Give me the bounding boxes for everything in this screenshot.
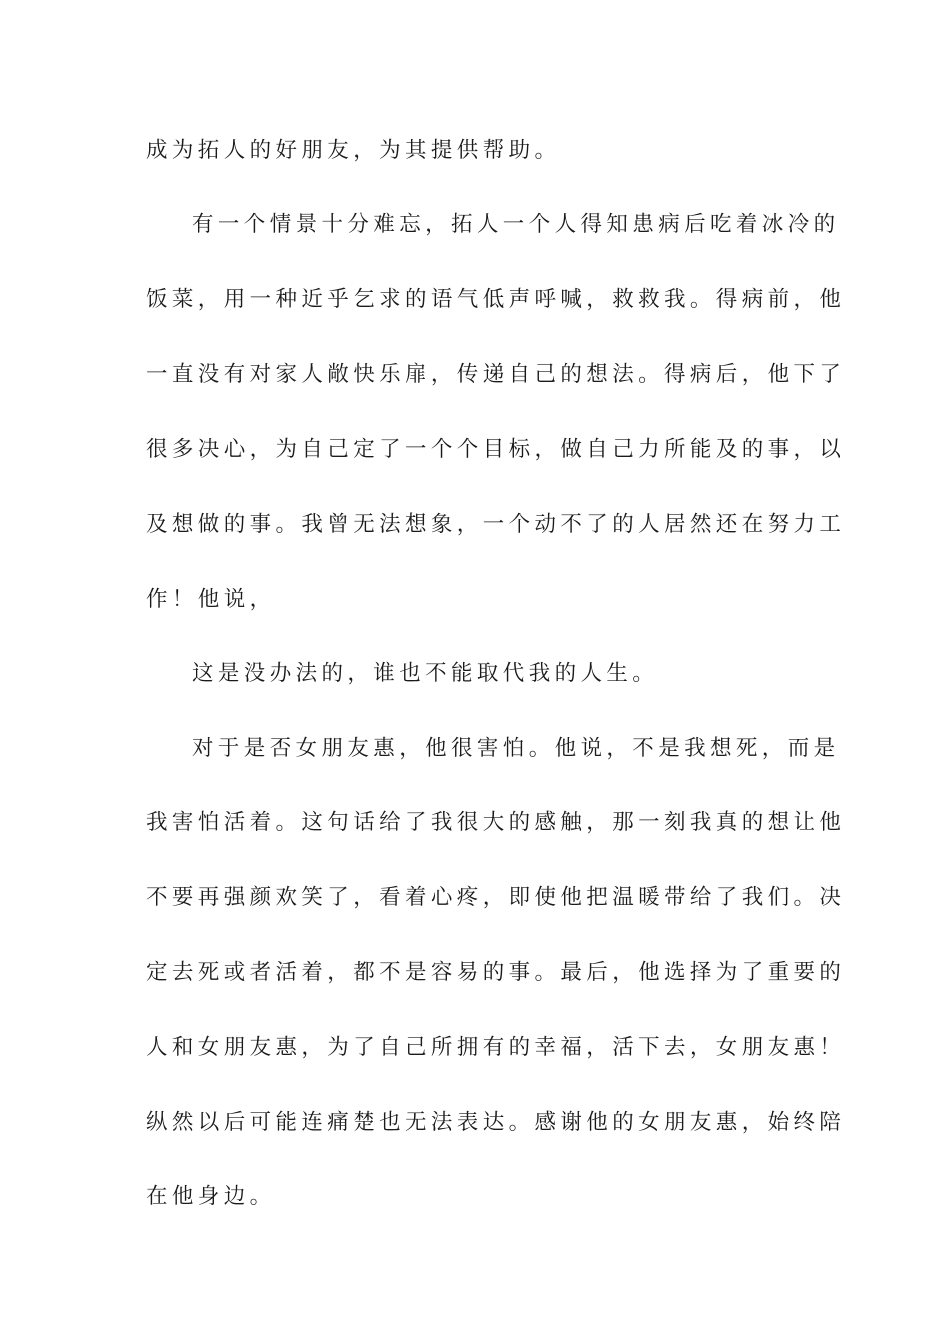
text-line: 不要再强颜欢笑了，看着心疼，即使他把温暖带给了我们。决 xyxy=(146,885,846,910)
paragraph-start-line: 对于是否女朋友惠，他很害怕。他说，不是我想死，而是 xyxy=(192,736,840,761)
text-line: 我害怕活着。这句话给了我很大的感触，那一刻我真的想让他 xyxy=(146,810,846,835)
text-line: 人和女朋友惠，为了自己所拥有的幸福，活下去，女朋友惠！ xyxy=(146,1035,846,1060)
text-line: 及想做的事。我曾无法想象，一个动不了的人居然还在努力工 xyxy=(146,512,846,537)
text-line: 纵然以后可能连痛楚也无法表达。感谢他的女朋友惠，始终陪 xyxy=(146,1110,846,1135)
paragraph-start-line: 这是没办法的，谁也不能取代我的人生。 xyxy=(192,661,659,686)
text-line: 很多决心，为自己定了一个个目标，做自己力所能及的事，以 xyxy=(146,437,846,462)
paragraph-start-line: 有一个情景十分难忘，拓人一个人得知患病后吃着冰冷的 xyxy=(192,212,840,237)
text-line: 一直没有对家人敞快乐扉，传递自己的想法。得病后，他下了 xyxy=(146,362,846,387)
text-line: 定去死或者活着，都不是容易的事。最后，他选择为了重要的 xyxy=(146,960,846,985)
text-line: 作！他说， xyxy=(146,587,276,612)
text-line: 成为拓人的好朋友，为其提供帮助。 xyxy=(146,138,561,163)
text-line: 在他身边。 xyxy=(146,1184,276,1209)
text-line: 饭菜，用一种近乎乞求的语气低声呼喊，救救我。得病前，他 xyxy=(146,287,846,312)
